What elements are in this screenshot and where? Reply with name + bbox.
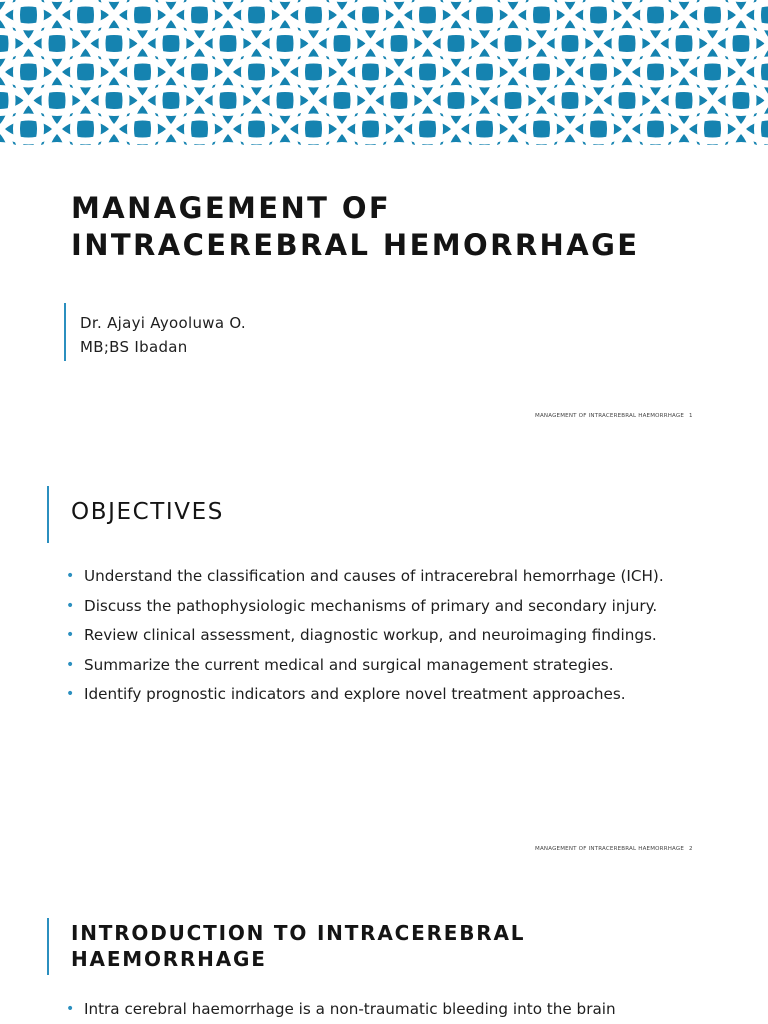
bullet-icon: • [66,597,75,614]
slide-footer: MANAGEMENT OF INTRACEREBRAL HAEMORRHAGE [535,413,685,419]
title-line-1: MANAGEMENT OF [71,191,392,225]
list-item: • Summarize the current medical and surgical management strategies. [66,655,614,674]
author-name: Dr. Ajayi Ayooluwa O. [80,314,246,332]
author-block [80,311,246,359]
slide-footer: MANAGEMENT OF INTRACEREBRAL HAEMORRHAGE [535,846,685,852]
author-credentials: MB;BS Ibadan [80,338,188,356]
introduction-list [66,999,686,1020]
objectives-list [66,566,686,714]
bullet-icon: • [66,627,75,643]
title-line-2: INTRACEREBRAL HEMORRHAGE [71,228,640,262]
intro-accent-bar [47,918,49,975]
objectives-title: OBJECTIVES [71,499,224,525]
objectives-accent-bar [47,486,49,543]
list-item: • Review clinical assessment, diagnostic workup, and neuroimaging findings. [66,626,657,644]
page-number: 2 [689,846,693,852]
presentation-title [71,190,639,264]
list-item: • Intra cerebral haemorrhage is a non-traumatic bleeding into the brain [66,1000,616,1018]
introduction-title [71,920,631,972]
bullet-icon: • [66,686,75,702]
bullet-icon: • [66,1001,75,1017]
list-item: • Understand the classification and causes of intracerebral hemorrhage (ICH). [66,567,664,585]
author-accent-bar [64,303,66,361]
list-item: • Discuss the pathophysiologic mechanisms of primary and secondary injury. [66,596,658,615]
intro-title-line-1: INTRODUCTION TO INTRACEREBRAL [71,921,526,945]
bullet-icon: • [66,568,75,584]
bullet-icon: • [66,656,75,673]
decorative-banner [0,0,768,145]
list-item: • Identify prognostic indicators and explore novel treatment approaches. [66,685,626,703]
intro-title-line-2: HAEMORRHAGE [71,947,267,971]
page-number: 1 [689,413,693,419]
circle-pattern [0,0,768,145]
